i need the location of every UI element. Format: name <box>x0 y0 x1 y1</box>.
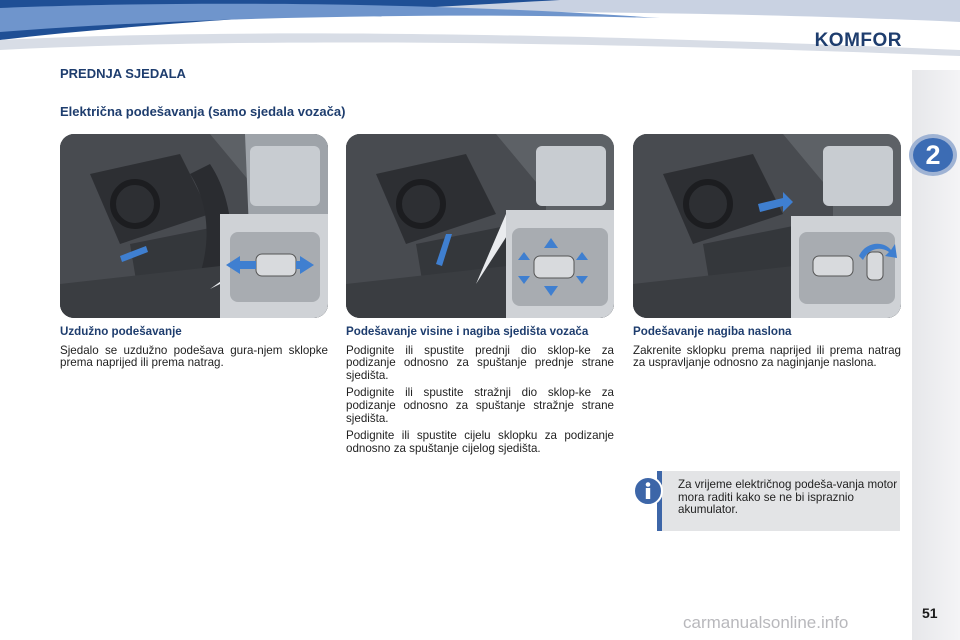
photo-longitudinal <box>60 134 328 318</box>
info-box <box>657 471 900 531</box>
column-paragraph: Sjedalo se uzdužno podešava gura-njem sklopke prema naprijed ili prema natrag. <box>60 343 328 370</box>
info-icon <box>633 476 663 506</box>
column-height-tilt <box>346 326 614 460</box>
photo-backrest <box>633 134 901 318</box>
sub-title: Električna podešavanja (samo sjedala vozača) <box>60 104 346 119</box>
column-title: Podešavanje nagiba naslona <box>633 325 792 338</box>
column-title: Uzdužno podešavanje <box>60 325 182 338</box>
column-paragraph: Podignite ili spustite cijelu sklopku za podizanje odnosno za spuštanje cijelog sjedišta. <box>346 429 614 455</box>
page-number: 51 <box>922 605 938 621</box>
column-longitudinal <box>60 326 328 375</box>
column-backrest <box>633 326 901 375</box>
chapter-title: KOMFOR <box>814 30 902 51</box>
photo-height-tilt <box>346 134 614 318</box>
info-text: Za vrijeme električnog podeša-vanja motor mora raditi kako se ne bi ispraznio akumulator. <box>678 478 898 517</box>
chapter-badge <box>908 132 958 178</box>
column-paragraph: Zakrenite sklopku prema naprijed ili prema natrag za uspravljanje odnosno za naginjanje naslona. <box>633 343 901 370</box>
section-title: PREDNJA SJEDALA <box>60 66 186 81</box>
column-paragraph: Podignite ili spustite prednji dio sklop-ke za podizanje odnosno za spuštanje prednje strane sjedišta. <box>346 343 614 382</box>
column-paragraph: Podignite ili spustite stražnji dio sklop-ke za podizanje odnosno za spuštanje stražnje strane sjedišta. <box>346 386 614 425</box>
column-title: Podešavanje visine i nagiba sjedišta vozača <box>346 325 589 338</box>
watermark-link[interactable]: carmanualsonline.info <box>683 613 849 632</box>
chapter-number: 2 <box>925 140 941 170</box>
